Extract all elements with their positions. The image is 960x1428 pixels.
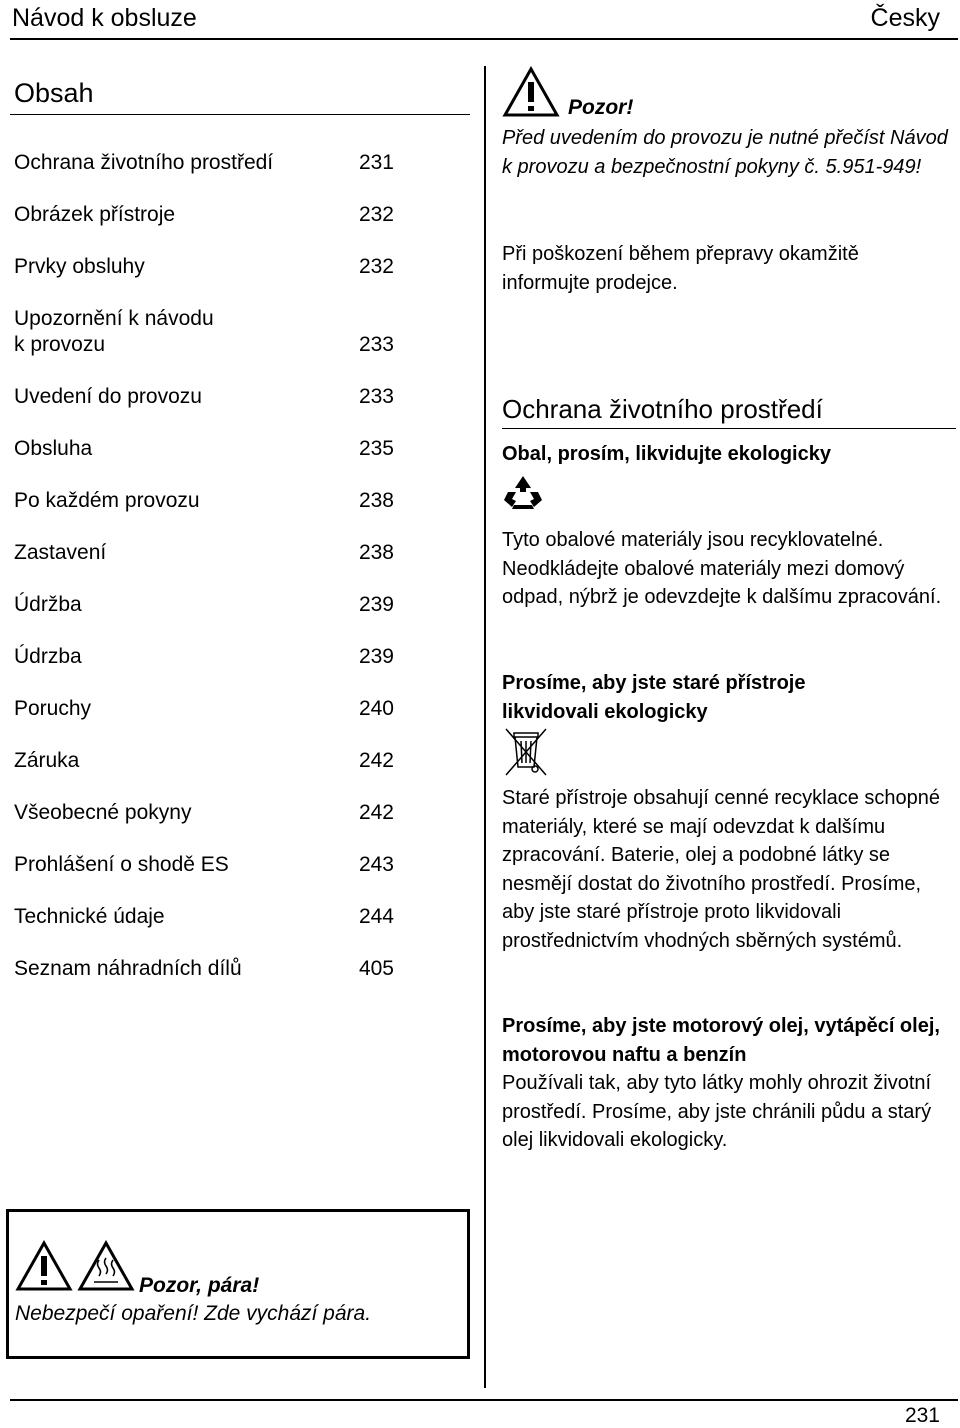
toc-item-label: Prvky obsluhy <box>14 255 145 278</box>
old-devices-text: Staré přístroje obsahují cenné recyklace schopné materiály, které se mají odevzdat k dalšímu zpracování. Baterie, olej a podobné látky se nesmějí dostat do životního prostředí. Prosíme, aby jste staré přístroje proto likvidovali prostřednictvím vhodných sběrných systémů. <box>502 787 941 952</box>
oil-heading: Prosíme, aby jste motorový olej, vytápěcí olej, motorovou naftu a benzín <box>502 1015 940 1066</box>
toc-item-label: Obrázek přístroje <box>14 203 176 226</box>
packaging-text: Tyto obalové materiály jsou recyklovatelné. Neodkládejte obalové materiály mezi domový odpad, nýbrž je odevzdejte k dalšímu zpracování. <box>502 529 942 608</box>
toc-item[interactable] <box>14 254 394 280</box>
toc-item-label: Po každém provozu <box>14 489 200 512</box>
toc-item[interactable] <box>14 904 394 930</box>
recycle-icon <box>502 474 544 517</box>
toc-item-page: 242 <box>358 801 394 824</box>
toc-item-label: Seznam náhradních dílů <box>14 957 242 980</box>
header-language: Česky <box>870 4 940 32</box>
toc-item-page: 242 <box>358 749 394 772</box>
toc-item-label: Údržba <box>14 593 82 616</box>
toc-item-page: 238 <box>358 541 394 564</box>
toc-item-label: Upozornění k návodu k provozu <box>14 307 214 356</box>
warning-title: Pozor! <box>568 96 634 119</box>
toc-item[interactable] <box>14 592 394 618</box>
toc-list <box>14 150 394 1008</box>
steam-hazard-icon <box>77 1240 135 1297</box>
toc-item-page: 232 <box>358 255 394 278</box>
toc-item-label: Záruka <box>14 749 80 772</box>
toc-item-page: 232 <box>358 203 394 226</box>
toc-item-page: 405 <box>358 957 394 980</box>
toc-item[interactable] <box>14 748 394 774</box>
old-devices-heading: Prosíme, aby jste staré přístroje likvidovali ekologicky <box>502 672 806 723</box>
oil-text: Používali tak, aby tyto látky mohly ohrozit životní prostředí. Prosíme, aby jste chránili půdu a starý olej likvidovali ekologicky. <box>502 1072 932 1151</box>
toc-item-label: Údrzba <box>14 645 82 668</box>
toc-item[interactable] <box>14 306 394 358</box>
toc-item-page: 243 <box>358 853 394 876</box>
toc-item-label: Všeobecné pokyny <box>14 801 192 824</box>
environment-rule <box>502 428 956 429</box>
toc-item[interactable] <box>14 800 394 826</box>
toc-item[interactable] <box>14 384 394 410</box>
toc-item-page: 238 <box>358 489 394 512</box>
toc-item-page: 235 <box>358 437 394 460</box>
steam-warning-title: Pozor, pára! <box>139 1274 260 1297</box>
warning-triangle-icon <box>15 1240 73 1297</box>
warning-text: Před uvedením do provozu je nutné přečíst Návod k provozu a bezpečnostní pokyny č. 5.951-949! <box>502 127 948 178</box>
toc-item-label: Poruchy <box>14 697 92 720</box>
toc-item-label: Obsluha <box>14 437 93 460</box>
steam-warning-box <box>6 1209 470 1359</box>
toc-item-page: 244 <box>358 905 394 928</box>
toc-title: Obsah <box>14 78 94 108</box>
toc-item-page: 233 <box>358 333 394 356</box>
toc-item[interactable] <box>14 202 394 228</box>
toc-item-page: 240 <box>358 697 394 720</box>
packaging-heading: Obal, prosím, likvidujte ekologicky <box>502 443 831 465</box>
toc-item-label: Ochrana životního prostředí <box>14 151 274 174</box>
toc-item-page: 239 <box>358 645 394 668</box>
column-divider <box>484 66 486 1388</box>
toc-item-label: Zastavení <box>14 541 107 564</box>
toc-item-page: 231 <box>358 151 394 174</box>
steam-warning-text: Nebezpečí opaření! Zde vychází pára. <box>15 1302 372 1325</box>
toc-rule <box>10 114 470 115</box>
toc-item[interactable] <box>14 644 394 670</box>
toc-item-label: Uvedení do provozu <box>14 385 202 408</box>
page-number: 231 <box>904 1404 940 1427</box>
toc-item-label: Prohlášení o shodě ES <box>14 853 229 876</box>
toc-item[interactable] <box>14 696 394 722</box>
environment-heading: Ochrana životního prostředí <box>502 394 823 424</box>
crossed-bin-icon <box>502 727 550 782</box>
toc-item[interactable] <box>14 956 394 982</box>
transport-damage-text: Při poškození během přepravy okamžitě informujte prodejce. <box>502 243 859 294</box>
toc-item[interactable] <box>14 852 394 878</box>
toc-item[interactable] <box>14 436 394 462</box>
header-title: Návod k obsluze <box>12 4 197 32</box>
footer-rule <box>10 1399 958 1401</box>
header-rule <box>10 38 958 40</box>
toc-item-page: 233 <box>358 385 394 408</box>
toc-item-page: 239 <box>358 593 394 616</box>
toc-item-label: Technické údaje <box>14 905 165 928</box>
warning-triangle-icon <box>502 66 560 118</box>
toc-item[interactable] <box>14 540 394 566</box>
toc-item[interactable] <box>14 150 394 176</box>
toc-item[interactable] <box>14 488 394 514</box>
